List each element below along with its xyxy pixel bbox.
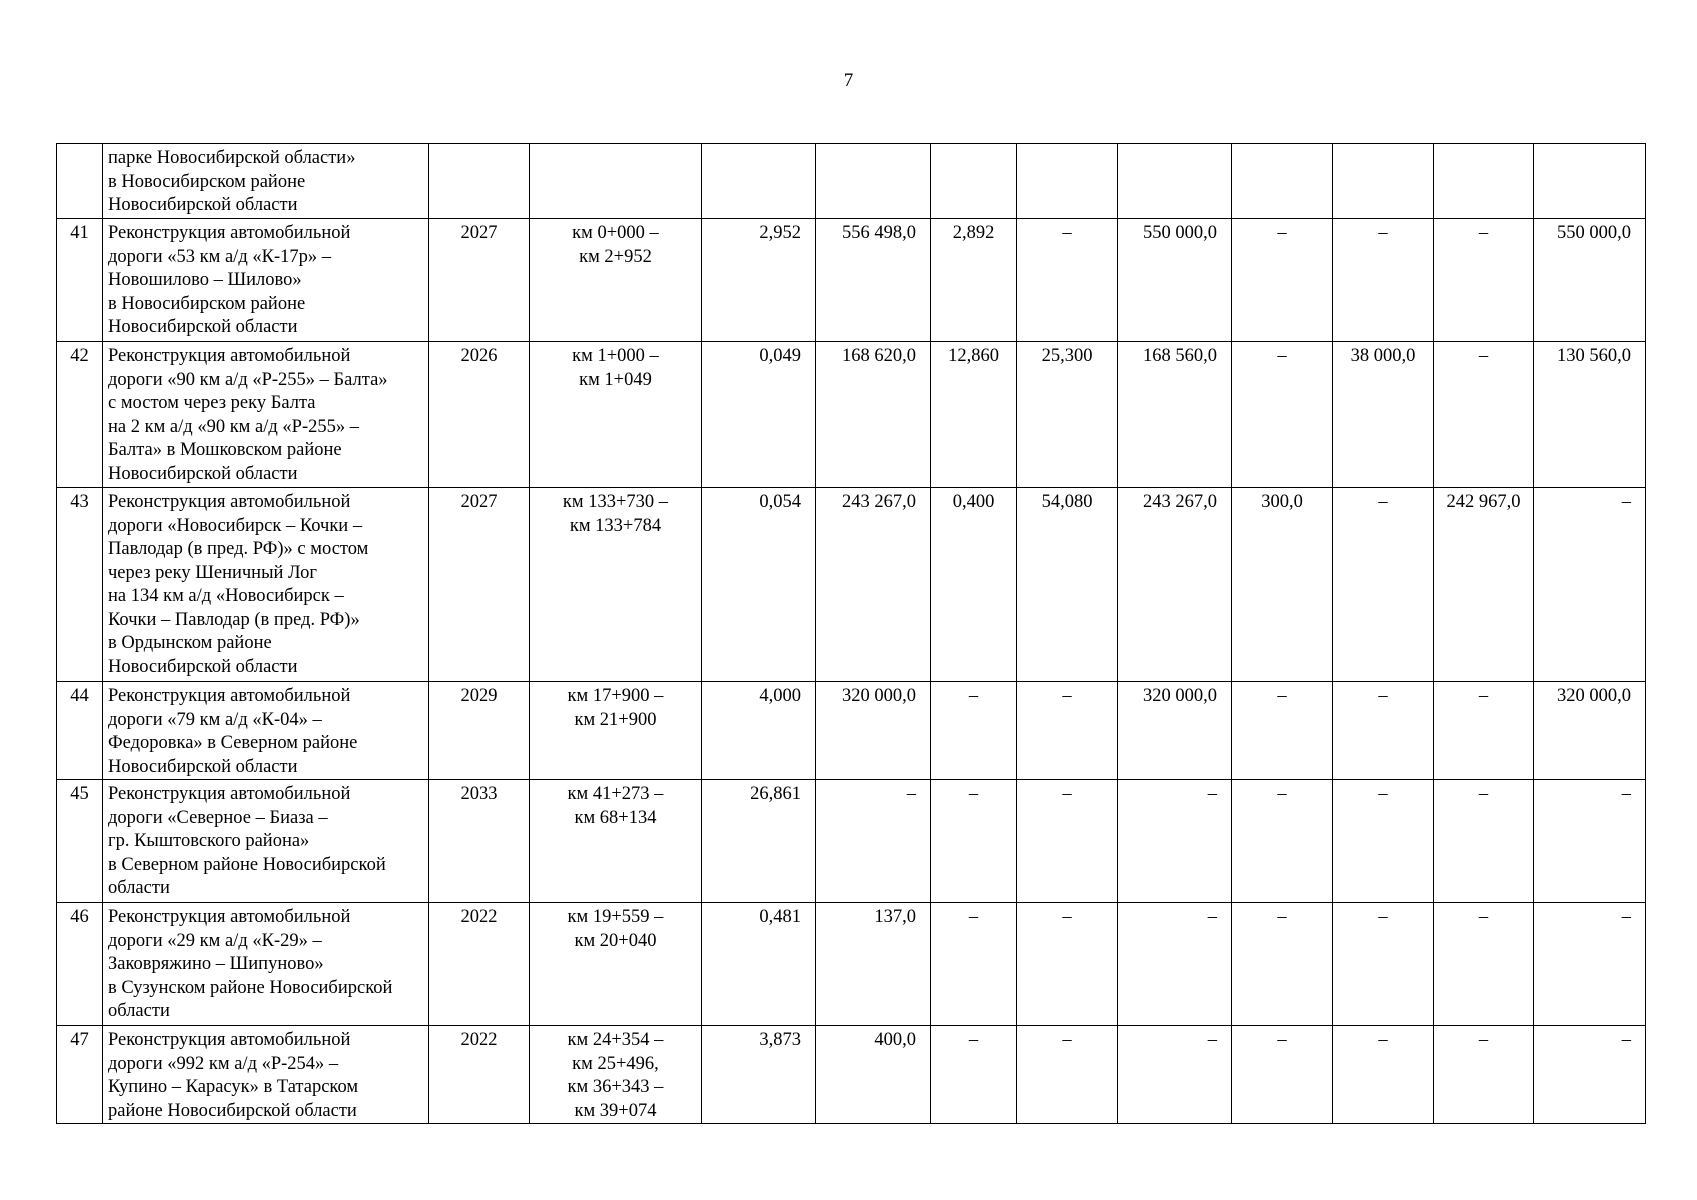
year-cell: 2033 [429,780,530,903]
cost-cell: 400,0 [816,1026,931,1124]
value-cell-8: – [1017,780,1118,903]
value-cell-12: – [1434,780,1534,903]
value-cell-12: – [1434,682,1534,780]
row-number-cell: 43 [57,488,103,682]
value-cell-9: – [1118,780,1232,903]
value-cell-8 [1017,144,1118,219]
value-cell-13: 550 000,0 [1534,219,1646,342]
table-row [57,219,1646,342]
km-range-cell: км 133+730 – км 133+784 [530,488,702,682]
value-cell-7: – [931,903,1017,1026]
length-cell: 26,861 [702,780,816,903]
value-cell-12: – [1434,1026,1534,1124]
table-row [57,780,1646,903]
value-cell-13: – [1534,488,1646,682]
cost-cell [816,144,931,219]
year-cell: 2029 [429,682,530,780]
table-row [57,488,1646,682]
value-cell-7 [931,144,1017,219]
value-cell-10 [1232,144,1333,219]
row-number-cell [57,144,103,219]
year-cell: 2026 [429,342,530,488]
length-cell: 0,049 [702,342,816,488]
value-cell-11: – [1333,903,1434,1026]
object-name-cell: Реконструкция автомобильной дороги «Новосибирск – Кочки – Павлодар (в пред. РФ)» с мостом через реку Шеничный Лог на 134 км а/д «Новосибирск – Кочки – Павлодар (в пред. РФ)» в Ордынском районе Новосибирской области [103,488,429,682]
km-range-cell: км 19+559 – км 20+040 [530,903,702,1026]
row-number-cell: 46 [57,903,103,1026]
length-cell: 2,952 [702,219,816,342]
object-name-cell: Реконструкция автомобильной дороги «992 км а/д «Р-254» – Купино – Карасук» в Татарском районе Новосибирской области [103,1026,429,1124]
value-cell-10: – [1232,682,1333,780]
value-cell-10: – [1232,780,1333,903]
value-cell-12: 242 967,0 [1434,488,1534,682]
value-cell-7: 0,400 [931,488,1017,682]
row-number-cell: 47 [57,1026,103,1124]
value-cell-9: 550 000,0 [1118,219,1232,342]
km-range-cell: км 0+000 – км 2+952 [530,219,702,342]
value-cell-11: – [1333,219,1434,342]
value-cell-8: – [1017,903,1118,1026]
value-cell-13: – [1534,1026,1646,1124]
cost-cell: 243 267,0 [816,488,931,682]
year-cell: 2027 [429,219,530,342]
row-number-cell: 41 [57,219,103,342]
object-name-cell: парке Новосибирской области» в Новосибирском районе Новосибирской области [103,144,429,219]
value-cell-8: 25,300 [1017,342,1118,488]
km-range-cell: км 24+354 – км 25+496, км 36+343 – км 39+074 [530,1026,702,1124]
year-cell: 2022 [429,903,530,1026]
km-range-cell: км 17+900 – км 21+900 [530,682,702,780]
value-cell-9: – [1118,1026,1232,1124]
value-cell-12: – [1434,903,1534,1026]
length-cell [702,144,816,219]
table-row [57,1026,1646,1124]
value-cell-13: – [1534,903,1646,1026]
value-cell-7: 2,892 [931,219,1017,342]
value-cell-12 [1434,144,1534,219]
value-cell-11: 38 000,0 [1333,342,1434,488]
value-cell-12: – [1434,219,1534,342]
value-cell-8: 54,080 [1017,488,1118,682]
object-name-cell: Реконструкция автомобильной дороги «53 км а/д «К-17р» – Новошилово – Шилово» в Новосибирском районе Новосибирской области [103,219,429,342]
km-range-cell [530,144,702,219]
value-cell-13 [1534,144,1646,219]
value-cell-10: – [1232,219,1333,342]
road-works-table [56,143,1646,1124]
table-row [57,903,1646,1026]
value-cell-10: – [1232,342,1333,488]
value-cell-7: – [931,1026,1017,1124]
value-cell-9: – [1118,903,1232,1026]
length-cell: 0,481 [702,903,816,1026]
cost-cell: 320 000,0 [816,682,931,780]
cost-cell: – [816,780,931,903]
year-cell [429,144,530,219]
value-cell-9 [1118,144,1232,219]
value-cell-10: 300,0 [1232,488,1333,682]
value-cell-11: – [1333,1026,1434,1124]
value-cell-8: – [1017,682,1118,780]
value-cell-9: 243 267,0 [1118,488,1232,682]
value-cell-13: – [1534,780,1646,903]
table-row [57,682,1646,780]
value-cell-7: 12,860 [931,342,1017,488]
row-number-cell: 44 [57,682,103,780]
table-row [57,144,1646,219]
length-cell: 0,054 [702,488,816,682]
year-cell: 2027 [429,488,530,682]
cost-cell: 137,0 [816,903,931,1026]
row-number-cell: 45 [57,780,103,903]
object-name-cell: Реконструкция автомобильной дороги «Северное – Биаза – гр. Кыштовского района» в Северном районе Новосибирской области [103,780,429,903]
value-cell-11 [1333,144,1434,219]
value-cell-13: 130 560,0 [1534,342,1646,488]
value-cell-10: – [1232,903,1333,1026]
value-cell-9: 320 000,0 [1118,682,1232,780]
value-cell-8: – [1017,1026,1118,1124]
year-cell: 2022 [429,1026,530,1124]
value-cell-9: 168 560,0 [1118,342,1232,488]
value-cell-13: 320 000,0 [1534,682,1646,780]
cost-cell: 168 620,0 [816,342,931,488]
cost-cell: 556 498,0 [816,219,931,342]
value-cell-11: – [1333,780,1434,903]
row-number-cell: 42 [57,342,103,488]
km-range-cell: км 1+000 – км 1+049 [530,342,702,488]
table-row [57,342,1646,488]
length-cell: 3,873 [702,1026,816,1124]
value-cell-7: – [931,780,1017,903]
value-cell-7: – [931,682,1017,780]
km-range-cell: км 41+273 – км 68+134 [530,780,702,903]
value-cell-11: – [1333,682,1434,780]
value-cell-11: – [1333,488,1434,682]
length-cell: 4,000 [702,682,816,780]
value-cell-10: – [1232,1026,1333,1124]
page-number: 7 [843,70,854,91]
object-name-cell: Реконструкция автомобильной дороги «79 км а/д «К-04» – Федоровка» в Северном районе Новосибирской области [103,682,429,780]
table-body [57,144,1646,1124]
value-cell-8: – [1017,219,1118,342]
object-name-cell: Реконструкция автомобильной дороги «90 км а/д «Р-255» – Балта» с мостом через реку Балта на 2 км а/д «90 км а/д «Р-255» – Балта» в Мошковском районе Новосибирской области [103,342,429,488]
value-cell-12: – [1434,342,1534,488]
object-name-cell: Реконструкция автомобильной дороги «29 км а/д «К-29» – Заковряжино – Шипуново» в Сузунском районе Новосибирской области [103,903,429,1026]
